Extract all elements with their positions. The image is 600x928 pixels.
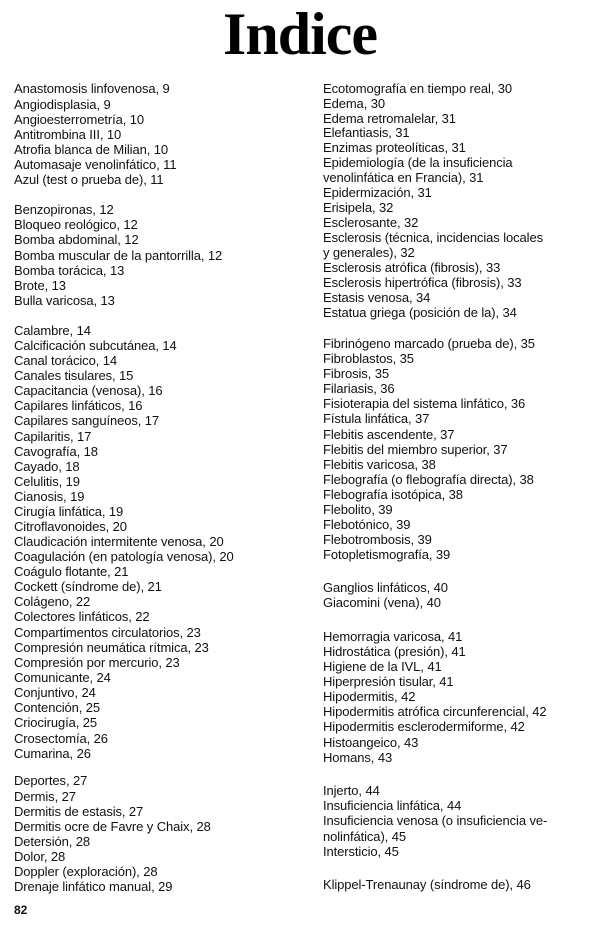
index-right-entry: Hemorragia varicosa, 41: [323, 629, 463, 644]
index-right-entry: Epidemiología (de la insuficiencia: [323, 155, 513, 170]
index-left-entry: Compresión neumática rítmica, 23: [14, 640, 209, 655]
index-left-entry: Capilares sanguíneos, 17: [14, 413, 160, 428]
index-right-entry: y generales), 32: [323, 245, 415, 260]
index-right-entry: Fotopletismografía, 39: [323, 547, 451, 562]
index-left-entry: Cumarina, 26: [14, 746, 91, 761]
index-right-entry: Estatua griega (posición de la), 34: [323, 305, 517, 320]
index-left-entry: Conjuntivo, 24: [14, 685, 96, 700]
index-right-entry: Fístula linfática, 37: [323, 411, 430, 426]
page-title: Indice: [222, 1, 378, 67]
index-left-entry: Cianosis, 19: [14, 489, 85, 504]
index-right-entry: Elefantiasis, 31: [323, 125, 410, 140]
index-left-entry: Atrofia blanca de Milian, 10: [14, 142, 169, 157]
index-left-entry: Anastomosis linfovenosa, 9: [14, 81, 170, 96]
index-left-entry: Bomba abdominal, 12: [14, 232, 139, 247]
index-right-entry: Hipodermitis atrófica circunferencial, 42: [323, 704, 547, 719]
index-left-entry: Capilares linfáticos, 16: [14, 398, 143, 413]
index-right-entry: Higiene de la IVL, 41: [323, 659, 442, 674]
index-right-entry: Edema retromalelar, 31: [323, 111, 456, 126]
index-right-entry: Esclerosante, 32: [323, 215, 419, 230]
index-left-entry: Colágeno, 22: [14, 594, 91, 609]
index-right-entry: Flebitis ascendente, 37: [323, 427, 455, 442]
index-left-entry: Angioesterrometría, 10: [14, 112, 145, 127]
index-left-entry: Cockett (síndrome de), 21: [14, 579, 162, 594]
index-right-entry: Filariasis, 36: [323, 381, 395, 396]
index-left-entry: Bomba muscular de la pantorrilla, 12: [14, 248, 223, 263]
index-right-entry: Ganglios linfáticos, 40: [323, 580, 448, 595]
index-right-entry: Insuficiencia venosa (o insuficiencia ve-: [323, 813, 548, 828]
index-left-entry: Bomba torácica, 13: [14, 263, 125, 278]
index-right-entry: Fibroblastos, 35: [323, 351, 414, 366]
index-right-entry: Hidrostática (presión), 41: [323, 644, 466, 659]
index-right-entry: Hiperpresión tisular, 41: [323, 674, 454, 689]
index-left-entry: Bulla varicosa, 13: [14, 293, 115, 308]
index-left-entry: Citroflavonoides, 20: [14, 519, 127, 534]
index-left-entry: Drenaje linfático manual, 29: [14, 879, 173, 894]
index-left-entry: Dermis, 27: [14, 789, 76, 804]
index-right-entry: Injerto, 44: [323, 783, 380, 798]
index-right-entry: Klippel-Trenaunay (síndrome de), 46: [323, 877, 531, 892]
index-right-entry: Hipodermitis, 42: [323, 689, 416, 704]
index-left-entry: Capilaritis, 17: [14, 429, 92, 444]
index-left-entry: Coágulo flotante, 21: [14, 564, 129, 579]
index-right-entry: Esclerosis hipertrófica (fibrosis), 33: [323, 275, 522, 290]
index-left-entry: Detersión, 28: [14, 834, 91, 849]
index-left-entry: Colectores linfáticos, 22: [14, 609, 150, 624]
index-left-entry: Canal torácico, 14: [14, 353, 117, 368]
index-right-entry: Edema, 30: [323, 96, 385, 111]
index-right-entry: Flebotrombosis, 39: [323, 532, 432, 547]
index-left-entry: Angiodisplasia, 9: [14, 97, 111, 112]
index-left-entry: Cayado, 18: [14, 459, 80, 474]
index-right-entry: Flebografía isotópica, 38: [323, 487, 463, 502]
index-right-entry: Ecotomografía en tiempo real, 30: [323, 81, 513, 96]
index-right-entry: Erisipela, 32: [323, 200, 394, 215]
index-left-entry: Celulitis, 19: [14, 474, 80, 489]
index-right-entry: Fibrosis, 35: [323, 366, 389, 381]
index-left-entry: Comunicante, 24: [14, 670, 111, 685]
index-left-entry: Cirugía linfática, 19: [14, 504, 124, 519]
index-right-entry: Hipodermitis esclerodermiforme, 42: [323, 719, 525, 734]
index-left-entry: Coagulación (en patología venosa), 20: [14, 549, 234, 564]
index-right-entry: nolinfática), 45: [323, 829, 406, 844]
index-left-entry: Brote, 13: [14, 278, 66, 293]
index-left-entry: Canales tisulares, 15: [14, 368, 134, 383]
index-left-entry: Automasaje venolinfático, 11: [14, 157, 177, 172]
index-left-entry: Compresión por mercurio, 23: [14, 655, 180, 670]
index-left-entry: Capacitancia (venosa), 16: [14, 383, 163, 398]
index-left-entry: Calcificación subcutánea, 14: [14, 338, 177, 353]
index-right-entry: Flebotónico, 39: [323, 517, 411, 532]
index-left-entry: Azul (test o prueba de), 11: [14, 172, 164, 187]
index-right-entry: Flebitis varicosa, 38: [323, 457, 436, 472]
index-left-entry: Antitrombina III, 10: [14, 127, 122, 142]
index-left-entry: Criocirugía, 25: [14, 715, 98, 730]
page-number: 82: [14, 903, 28, 917]
index-right-entry: Fisioterapia del sistema linfático, 36: [323, 396, 526, 411]
index-right-entry: Epidermización, 31: [323, 185, 432, 200]
index-left-entry: Dolor, 28: [14, 849, 66, 864]
index-left-entry: Bloqueo reológico, 12: [14, 217, 138, 232]
index-left-entry: Contención, 25: [14, 700, 101, 715]
index-right-entry: Estasis venosa, 34: [323, 290, 431, 305]
index-right-entry: Fibrinógeno marcado (prueba de), 35: [323, 336, 535, 351]
index-left-entry: Benzopironas, 12: [14, 202, 114, 217]
index-right-entry: Esclerosis atrófica (fibrosis), 33: [323, 260, 501, 275]
index-right-entry: Homans, 43: [323, 750, 393, 765]
index-right-entry: venolinfática en Francia), 31: [323, 170, 484, 185]
index-right-entry: Esclerosis (técnica, incidencias locales: [323, 230, 543, 245]
index-left-entry: Doppler (exploración), 28: [14, 864, 158, 879]
index-right-entry: Flebolito, 39: [323, 502, 393, 517]
index-left-entry: Compartimentos circulatorios, 23: [14, 625, 201, 640]
index-left-entry: Deportes, 27: [14, 773, 88, 788]
index-left-entry: Cavografía, 18: [14, 444, 98, 459]
index-left-entry: Dermitis ocre de Favre y Chaix, 28: [14, 819, 211, 834]
index-right-entry: Insuficiencia linfática, 44: [323, 798, 462, 813]
index-left-entry: Claudicación intermitente venosa, 20: [14, 534, 224, 549]
index-right-entry: Enzimas proteolíticas, 31: [323, 140, 466, 155]
index-left-entry: Crosectomía, 26: [14, 731, 108, 746]
index-left-entry: Calambre, 14: [14, 323, 91, 338]
index-right-entry: Intersticio, 45: [323, 844, 399, 859]
index-right-entry: Giacomini (vena), 40: [323, 595, 441, 610]
index-left-entry: Dermitis de estasis, 27: [14, 804, 144, 819]
index-right-entry: Flebografía (o flebografía directa), 38: [323, 472, 534, 487]
index-right-entry: Flebitis del miembro superior, 37: [323, 442, 508, 457]
index-right-entry: Histoangeico, 43: [323, 735, 419, 750]
